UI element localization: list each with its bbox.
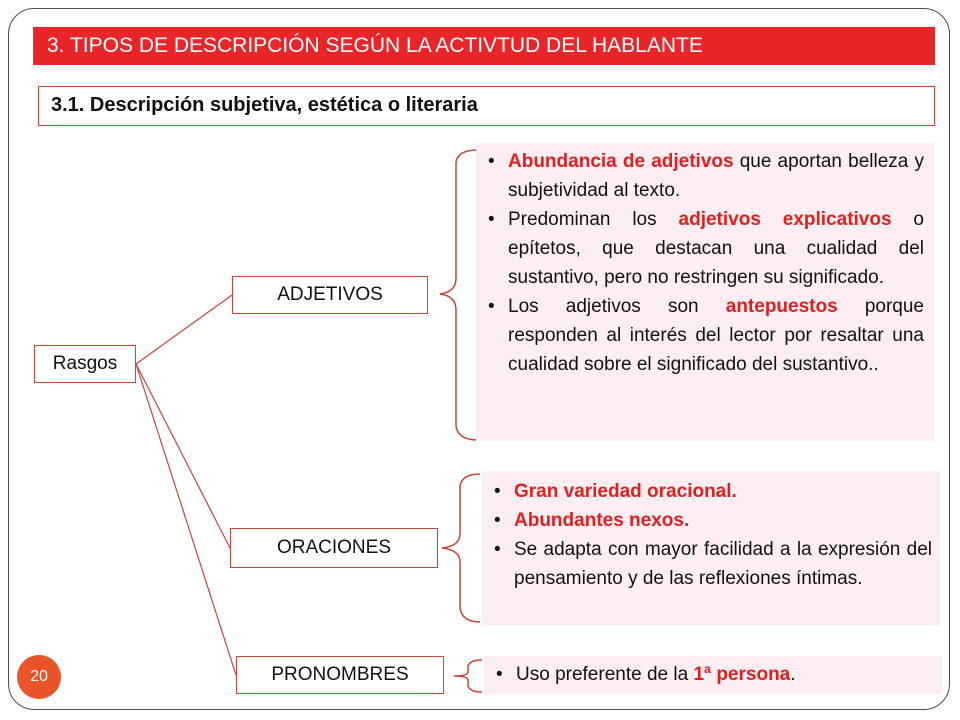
node-pronombres: PRONOMBRES: [236, 656, 444, 694]
oraciones-panel: [482, 471, 940, 626]
list-item: [488, 660, 934, 689]
slide-title: 3. TIPOS DE DESCRIPCIÓN SEGÚN LA ACTIVTUD DEL HABLANTE: [33, 27, 935, 65]
brace-oraciones: [442, 474, 480, 622]
line-to-adjetivos: [136, 295, 232, 364]
list-item: [480, 147, 924, 205]
line-to-pronombres: [136, 364, 236, 675]
node-rasgos: Rasgos: [34, 345, 136, 383]
list-item: [486, 477, 932, 506]
list-item: [480, 292, 924, 379]
line-to-oraciones: [136, 364, 230, 548]
brace-adjetivos: [440, 150, 478, 440]
highlight-text: Abundancia de adjetivos: [508, 151, 734, 172]
item-text-pre: Los adjetivos son: [508, 296, 726, 317]
item-text: porque responden al interés del lector por resaltar una cualidad sobre el significado del sustantivo..: [508, 296, 924, 375]
node-adjetivos: ADJETIVOS: [232, 276, 428, 314]
item-text: que aportan belleza y subjetividad al texto.: [508, 151, 924, 201]
brace-pronombres: [454, 660, 482, 692]
list-item: [486, 506, 932, 535]
node-oraciones: ORACIONES: [230, 528, 438, 568]
list-item: [486, 535, 932, 593]
highlight-text: 1ª persona: [693, 664, 791, 685]
highlight-text: adjetivos explicativos: [678, 209, 892, 230]
item-text: Se adapta con mayor facilidad a la expresión del pensamiento y de las reflexiones íntimas.: [514, 539, 932, 589]
adjetivos-panel: [476, 143, 934, 441]
highlight-text: Gran variedad oracional.: [514, 481, 737, 502]
pronombres-panel: [484, 656, 942, 694]
highlight-text: Abundantes nexos.: [514, 510, 690, 531]
item-text-pre: Predominan los: [508, 209, 679, 230]
list-item: [480, 205, 924, 292]
item-text-post: .: [790, 664, 796, 685]
item-text-pre: Uso preferente de la: [516, 664, 694, 685]
item-text: o epítetos, que destacan una cualidad del sustantivo, pero no restringen su significado.: [508, 209, 924, 288]
slide-subtitle: 3.1. Descripción subjetiva, estética o literaria: [38, 86, 935, 126]
page-number-badge: 20: [17, 655, 61, 699]
highlight-text: antepuestos: [725, 296, 838, 317]
